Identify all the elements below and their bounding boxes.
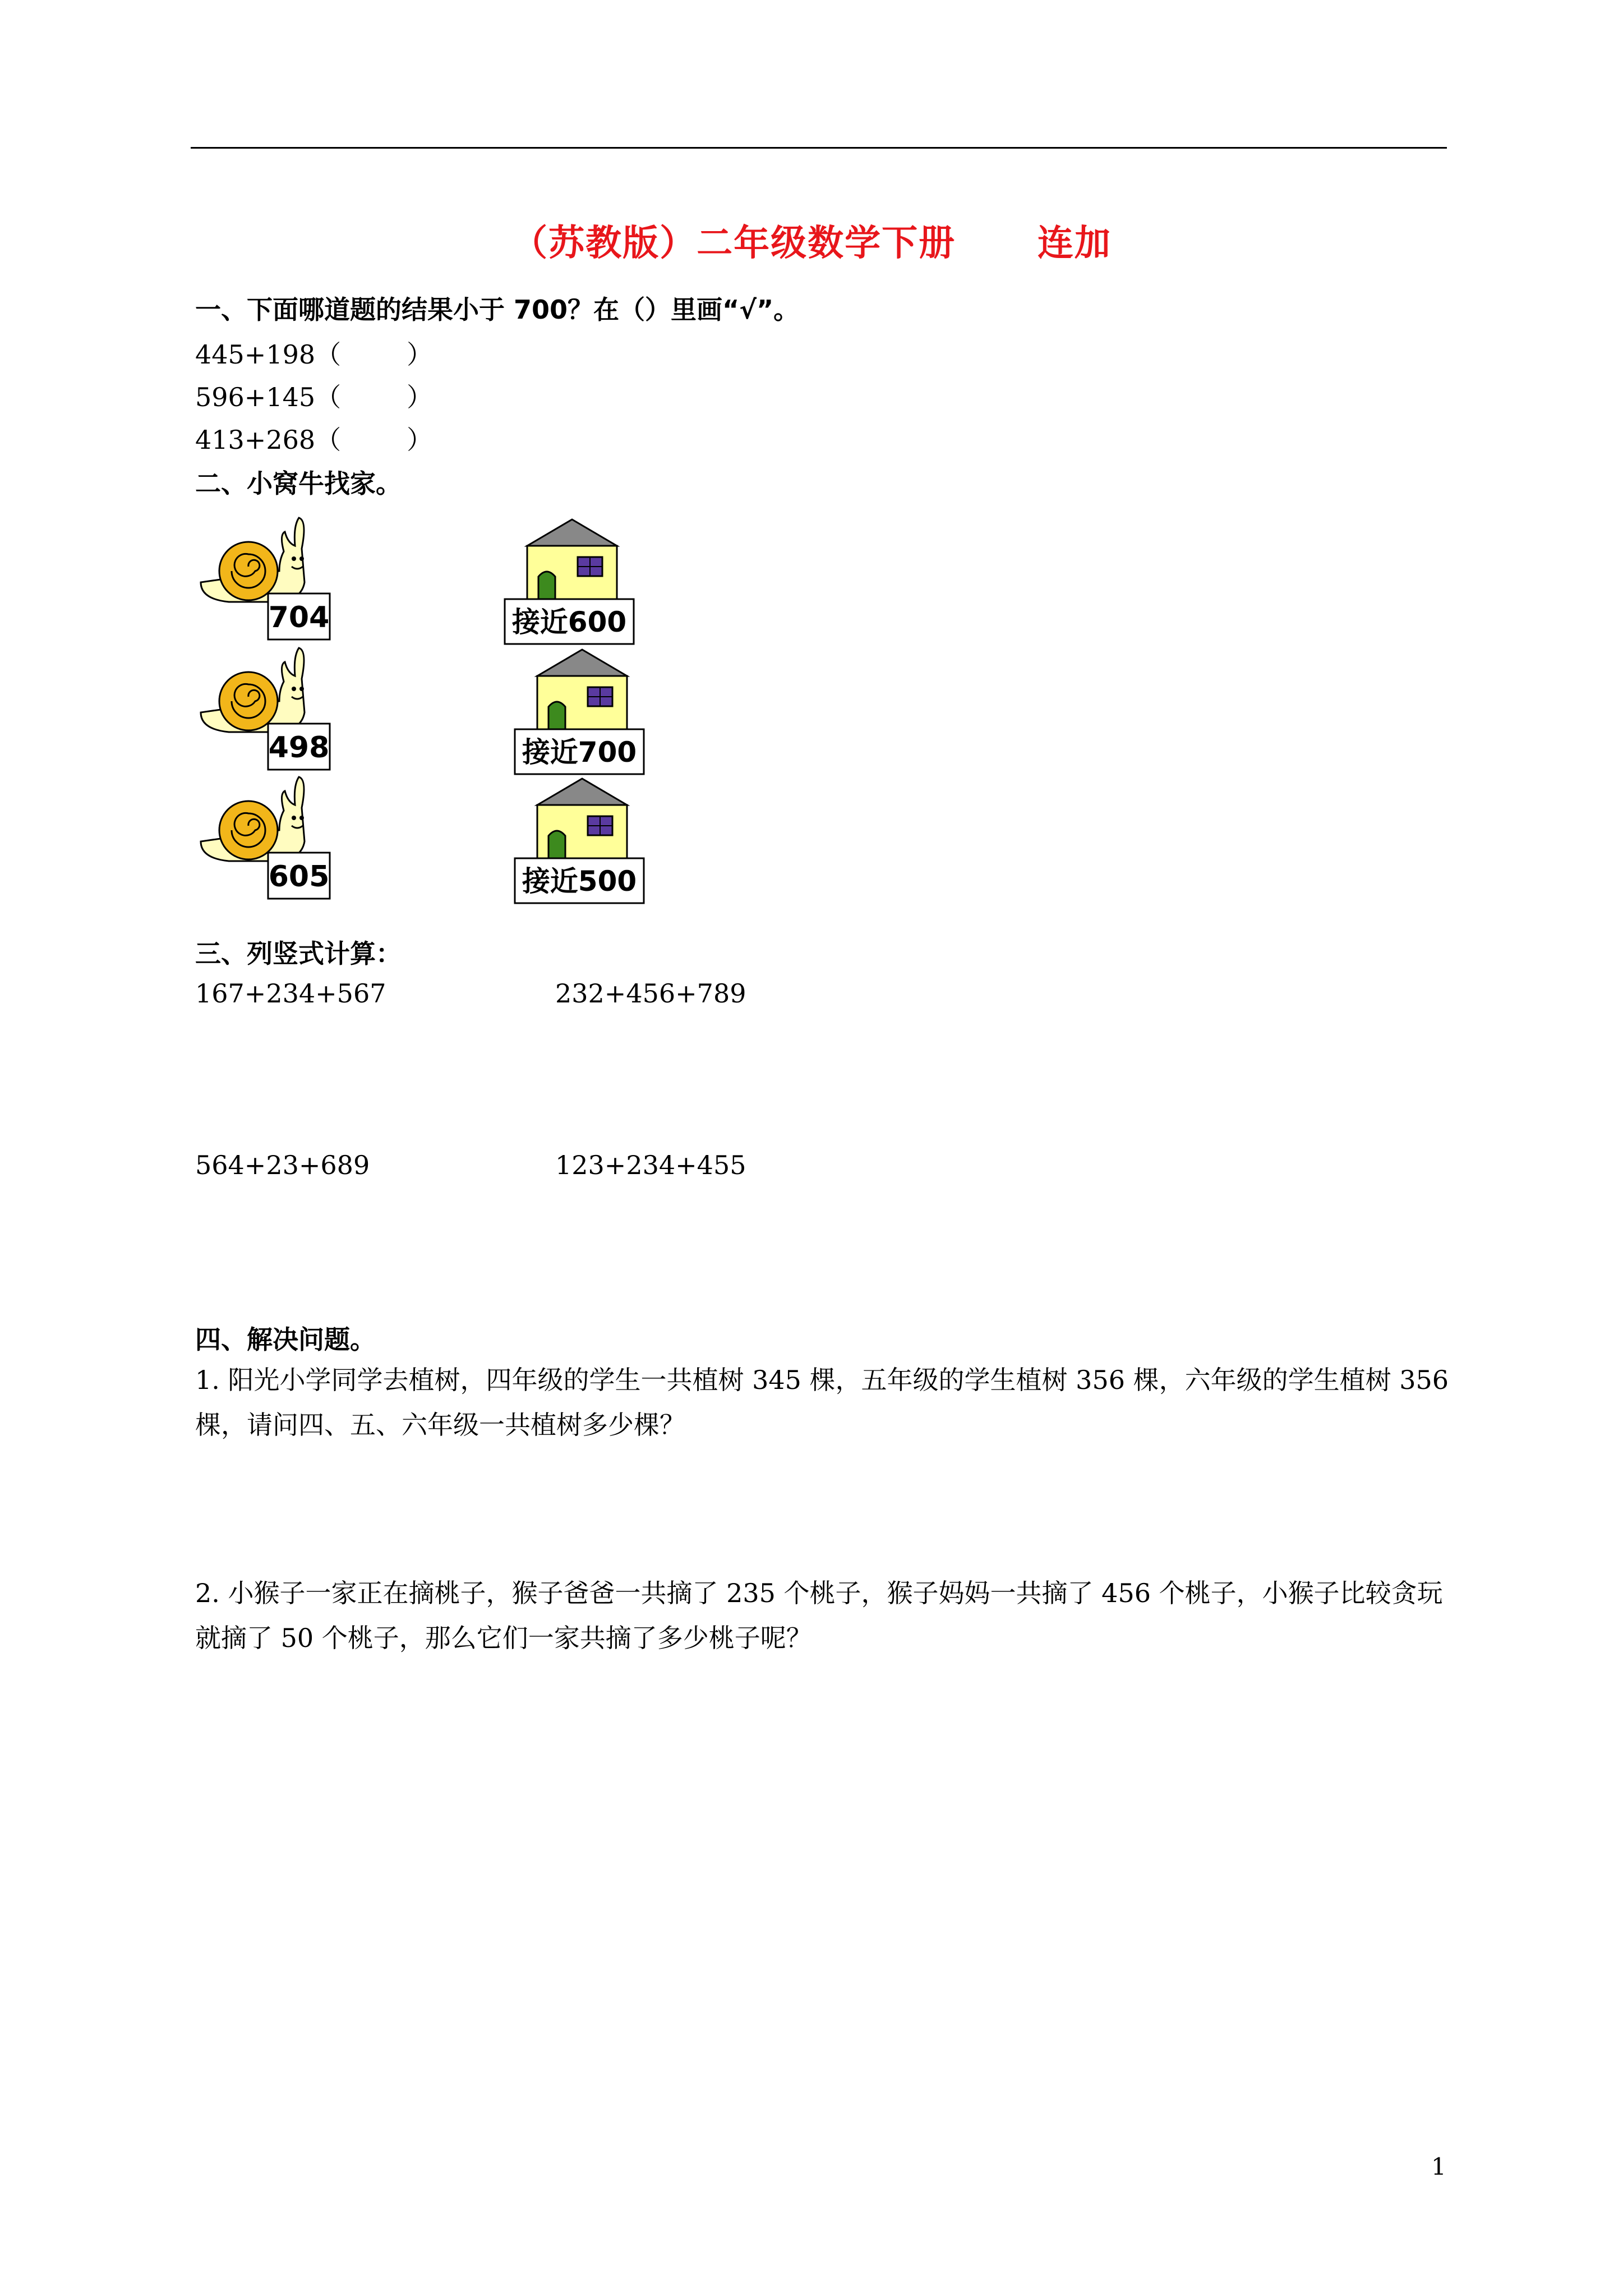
page-title: （苏教版）二年级数学下册 连加 — [511, 223, 1112, 264]
calc-problem: 167+234+567 — [195, 978, 386, 1009]
page-number: 1 — [1431, 2153, 1446, 2180]
word-problem-2: 2. 小猴子一家正在摘桃子，猴子爸爸一共摘了 235 个桃子，猴子妈妈一共摘了 456 个桃子，小猴子比较贪玩就摘了 50 个桃子，那么它们一家共摘了多少桃子呢？ — [195, 1578, 1443, 1653]
calc-problem: 232+456+789 — [555, 978, 746, 1009]
section1-item: 413+268（ ） — [195, 425, 433, 455]
house-label: 接近500 — [522, 865, 637, 898]
header-rule — [191, 147, 1447, 149]
house-icon — [509, 774, 655, 909]
snail-icon — [195, 774, 335, 903]
section2-heading: 二、小窝牛找家。 — [195, 468, 402, 499]
section1-heading: 一、下面哪道题的结果小于 700？在（）里画“√”。 — [195, 295, 800, 325]
house-label: 接近600 — [511, 606, 627, 638]
snail-icon — [195, 645, 335, 774]
calc-problem: 564+23+689 — [195, 1150, 370, 1180]
snail-icon — [195, 515, 335, 644]
house-icon — [509, 645, 655, 780]
section3-heading: 三、列竖式计算： — [195, 938, 402, 969]
word-problem-1: 1. 阳光小学同学去植树，四年级的学生一共植树 345 棵，五年级的学生植树 356 棵，六年级的学生植树 356 棵，请问四、五、六年级一共植树多少棵？ — [195, 1365, 1449, 1440]
house-icon — [499, 515, 645, 650]
snail-number: 605 — [268, 860, 330, 894]
section1-item: 596+145（ ） — [195, 382, 433, 412]
snail-number: 498 — [268, 731, 330, 765]
section4-heading: 四、解决问题。 — [195, 1324, 376, 1355]
house-label: 接近700 — [522, 736, 637, 769]
snail-number: 704 — [268, 601, 330, 634]
section1-item: 445+198（ ） — [195, 339, 433, 370]
calc-problem: 123+234+455 — [555, 1150, 746, 1180]
